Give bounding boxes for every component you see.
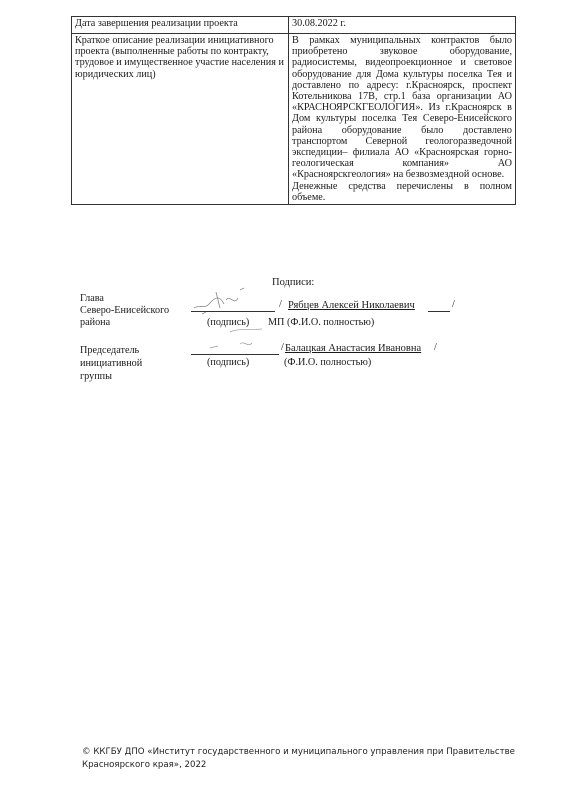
signature-scribble-icon bbox=[190, 286, 270, 318]
signatures-title: Подписи: bbox=[272, 277, 315, 288]
chair-sign-hint: (подпись) bbox=[207, 357, 250, 368]
head-signature-line bbox=[191, 311, 275, 312]
head-role-line: Глава bbox=[80, 293, 104, 304]
slash-separator: / bbox=[434, 342, 437, 353]
chair-role-line: группы bbox=[80, 371, 112, 382]
chair-role-line: Председатель bbox=[80, 345, 140, 356]
slash-separator: / bbox=[281, 342, 284, 353]
row-label: Краткое описание реализации инициативного проекта (выполненные работы по контракту, трудовое и имущественное участие населения и юридических лиц) bbox=[72, 34, 289, 205]
slash-separator: / bbox=[452, 299, 455, 310]
footer-copyright bbox=[82, 746, 542, 772]
head-role-line: Северо-Енисейского bbox=[80, 305, 170, 316]
chair-signature-line bbox=[191, 354, 279, 355]
description-paragraph: В рамках муниципальных контрактов было приобретено звуковое оборудование, радиосистемы, видеопроекционное и световое оборудование для Дома культуры поселка Тея и доставлено по адресу: г.Красноярск, проспект Котельникова 17В, стр.1 база организации АО «КРАСНОЯРСКГЕОЛОГИЯ». Из г.Красноярск в Дом культуры поселка Тея Северо-Енисейского района оборудование было доставлено транспортом Северной геологоразведочной экспедиции– филиала АО «Красноярская горно-геологическая компания» АО «Красноярскгеология» на безвозмездной основе. bbox=[292, 35, 512, 181]
head-name-line bbox=[428, 311, 450, 312]
chair-role-line: инициативной bbox=[80, 358, 143, 369]
row-label: Дата завершения реализации проекта bbox=[72, 17, 289, 34]
head-sign-hint: (подпись) bbox=[207, 317, 250, 328]
head-name-hint: МП (Ф.И.О. полностью) bbox=[268, 317, 375, 328]
row-value bbox=[289, 34, 516, 205]
chair-full-name: Балацкая Анастасия Ивановна bbox=[285, 343, 422, 354]
signature-scribble-icon bbox=[200, 326, 280, 354]
row-value: 30.08.2022 г. bbox=[289, 17, 516, 34]
footer-line: Красноярского края», 2022 bbox=[82, 760, 207, 770]
chair-name-hint: (Ф.И.О. полностью) bbox=[284, 357, 372, 368]
footer-line: © ККГБУ ДПО «Институт государственного и муниципального управления при Правительстве bbox=[82, 747, 515, 757]
head-role-line: района bbox=[80, 317, 111, 328]
project-info-table bbox=[71, 16, 516, 205]
head-full-name: Рябцев Алексей Николаевич bbox=[288, 300, 415, 311]
table-row bbox=[72, 34, 516, 205]
table-row bbox=[72, 17, 516, 34]
slash-separator: / bbox=[279, 299, 282, 310]
description-paragraph: Денежные средства перечислены в полном объеме. bbox=[292, 180, 512, 203]
